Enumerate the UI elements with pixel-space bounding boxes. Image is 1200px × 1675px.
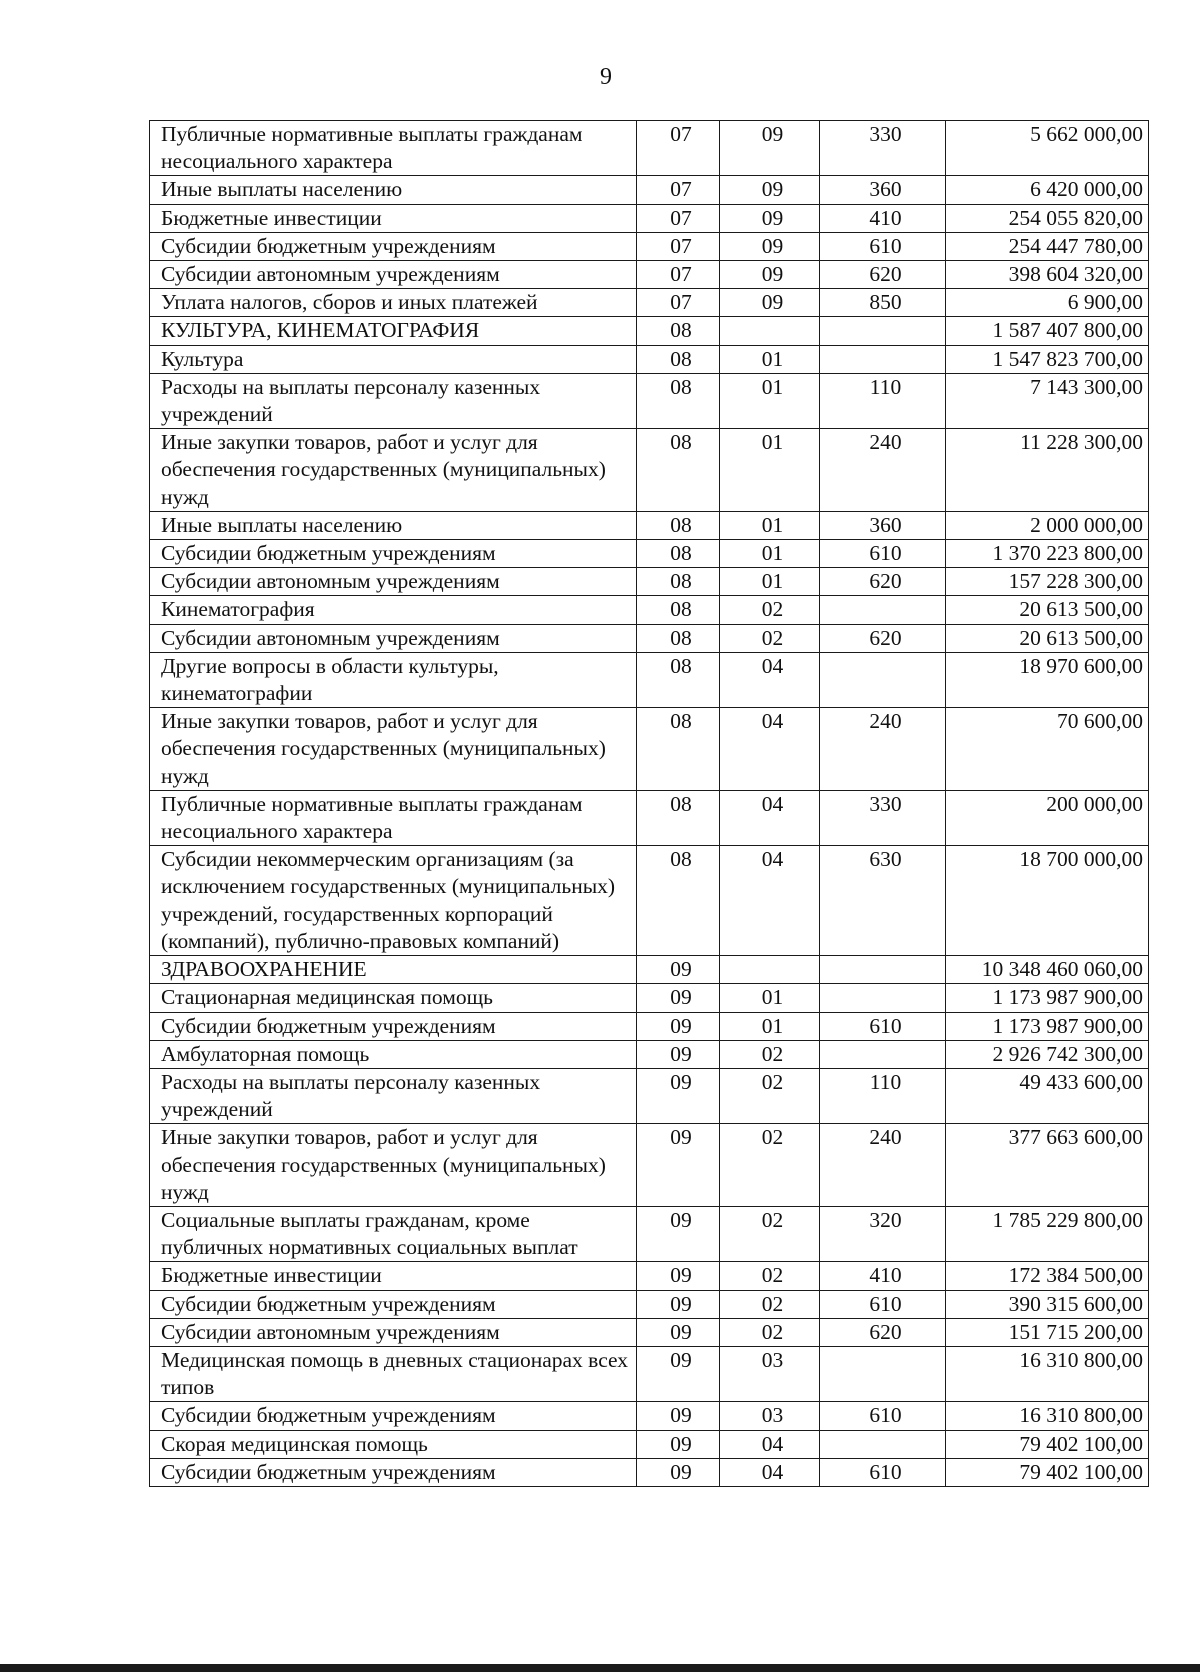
section-code-cell: 09 bbox=[637, 1124, 720, 1207]
amount-cell: 2 000 000,00 bbox=[946, 511, 1149, 539]
expense-type-code-cell: 850 bbox=[820, 289, 946, 317]
subsection-code-cell: 04 bbox=[720, 790, 820, 845]
table-row bbox=[150, 121, 1149, 176]
expense-type-code-cell: 360 bbox=[820, 511, 946, 539]
subsection-code-cell bbox=[720, 317, 820, 345]
section-code-cell: 08 bbox=[637, 708, 720, 791]
section-code-cell: 08 bbox=[637, 345, 720, 373]
subsection-code-cell: 02 bbox=[720, 596, 820, 624]
subsection-code-cell: 02 bbox=[720, 1290, 820, 1318]
amount-cell: 20 613 500,00 bbox=[946, 624, 1149, 652]
amount-cell: 6 420 000,00 bbox=[946, 176, 1149, 204]
expense-name-cell: Субсидии автономным учреждениям bbox=[150, 624, 637, 652]
section-code-cell: 08 bbox=[637, 568, 720, 596]
amount-cell: 157 228 300,00 bbox=[946, 568, 1149, 596]
expense-type-code-cell: 110 bbox=[820, 1068, 946, 1123]
section-code-cell: 08 bbox=[637, 511, 720, 539]
expense-type-code-cell: 610 bbox=[820, 1458, 946, 1486]
table-row bbox=[150, 1318, 1149, 1346]
expense-type-code-cell: 240 bbox=[820, 1124, 946, 1207]
subsection-code-cell: 02 bbox=[720, 1068, 820, 1123]
amount-cell: 1 370 223 800,00 bbox=[946, 540, 1149, 568]
amount-cell: 1 173 987 900,00 bbox=[946, 984, 1149, 1012]
amount-cell: 79 402 100,00 bbox=[946, 1430, 1149, 1458]
amount-cell: 18 970 600,00 bbox=[946, 652, 1149, 707]
section-code-cell: 09 bbox=[637, 1068, 720, 1123]
expense-type-code-cell bbox=[820, 1346, 946, 1401]
table-row bbox=[150, 1262, 1149, 1290]
subsection-code-cell: 04 bbox=[720, 846, 820, 956]
amount-cell: 1 587 407 800,00 bbox=[946, 317, 1149, 345]
expense-name-cell: Иные выплаты населению bbox=[150, 176, 637, 204]
subsection-code-cell: 04 bbox=[720, 652, 820, 707]
subsection-code-cell: 02 bbox=[720, 624, 820, 652]
subsection-code-cell: 09 bbox=[720, 176, 820, 204]
expense-type-code-cell: 330 bbox=[820, 790, 946, 845]
expense-name-cell: Субсидии автономным учреждениям bbox=[150, 568, 637, 596]
expense-name-cell: Кинематография bbox=[150, 596, 637, 624]
amount-cell: 200 000,00 bbox=[946, 790, 1149, 845]
expense-type-code-cell: 610 bbox=[820, 1012, 946, 1040]
expense-type-code-cell: 110 bbox=[820, 373, 946, 428]
expense-name-cell: Амбулаторная помощь bbox=[150, 1040, 637, 1068]
amount-cell: 49 433 600,00 bbox=[946, 1068, 1149, 1123]
amount-cell: 10 348 460 060,00 bbox=[946, 956, 1149, 984]
expense-type-code-cell: 620 bbox=[820, 624, 946, 652]
subsection-code-cell: 04 bbox=[720, 708, 820, 791]
table-row bbox=[150, 1430, 1149, 1458]
amount-cell: 6 900,00 bbox=[946, 289, 1149, 317]
table-row bbox=[150, 1458, 1149, 1486]
section-code-cell: 08 bbox=[637, 317, 720, 345]
expense-name-cell: Иные выплаты населению bbox=[150, 511, 637, 539]
table-row bbox=[150, 790, 1149, 845]
amount-cell: 390 315 600,00 bbox=[946, 1290, 1149, 1318]
expense-type-code-cell: 320 bbox=[820, 1206, 946, 1261]
table-row bbox=[150, 1124, 1149, 1207]
section-code-cell: 09 bbox=[637, 1430, 720, 1458]
subsection-code-cell: 01 bbox=[720, 984, 820, 1012]
section-code-cell: 08 bbox=[637, 846, 720, 956]
subsection-code-cell bbox=[720, 956, 820, 984]
page-number: 9 bbox=[600, 64, 612, 90]
expense-name-cell: Стационарная медицинская помощь bbox=[150, 984, 637, 1012]
expense-type-code-cell: 410 bbox=[820, 1262, 946, 1290]
table-row bbox=[150, 204, 1149, 232]
section-code-cell: 09 bbox=[637, 1040, 720, 1068]
expense-name-cell: Культура bbox=[150, 345, 637, 373]
expense-name-cell: Уплата налогов, сборов и иных платежей bbox=[150, 289, 637, 317]
section-code-cell: 07 bbox=[637, 261, 720, 289]
expense-type-code-cell: 630 bbox=[820, 846, 946, 956]
expense-type-code-cell bbox=[820, 317, 946, 345]
expense-name-cell: Субсидии автономным учреждениям bbox=[150, 261, 637, 289]
expense-name-cell: Медицинская помощь в дневных стационарах всех типов bbox=[150, 1346, 637, 1401]
subsection-code-cell: 09 bbox=[720, 261, 820, 289]
expense-name-cell: Субсидии автономным учреждениям bbox=[150, 1318, 637, 1346]
subsection-code-cell: 09 bbox=[720, 232, 820, 260]
budget-table-body bbox=[150, 121, 1149, 1487]
amount-cell: 254 447 780,00 bbox=[946, 232, 1149, 260]
amount-cell: 70 600,00 bbox=[946, 708, 1149, 791]
section-code-cell: 08 bbox=[637, 652, 720, 707]
section-code-cell: 09 bbox=[637, 1012, 720, 1040]
section-code-cell: 09 bbox=[637, 1290, 720, 1318]
section-code-cell: 07 bbox=[637, 289, 720, 317]
expense-name-cell: Субсидии некоммерческим организациям (за исключением государственных (муниципальных) учреждений, государственных корпораций (компаний), публично-правовых компаний) bbox=[150, 846, 637, 956]
amount-cell: 20 613 500,00 bbox=[946, 596, 1149, 624]
section-code-cell: 07 bbox=[637, 204, 720, 232]
table-row bbox=[150, 261, 1149, 289]
table-row bbox=[150, 176, 1149, 204]
expense-type-code-cell: 620 bbox=[820, 568, 946, 596]
expense-name-cell: Бюджетные инвестиции bbox=[150, 1262, 637, 1290]
expense-type-code-cell bbox=[820, 1430, 946, 1458]
section-code-cell: 09 bbox=[637, 1206, 720, 1261]
amount-cell: 151 715 200,00 bbox=[946, 1318, 1149, 1346]
subsection-code-cell: 02 bbox=[720, 1124, 820, 1207]
expense-type-code-cell: 610 bbox=[820, 1402, 946, 1430]
section-code-cell: 07 bbox=[637, 176, 720, 204]
section-code-cell: 08 bbox=[637, 624, 720, 652]
section-code-cell: 09 bbox=[637, 956, 720, 984]
expense-name-cell: ЗДРАВООХРАНЕНИЕ bbox=[150, 956, 637, 984]
expense-name-cell: Иные закупки товаров, работ и услуг для обеспечения государственных (муниципальных) нужд bbox=[150, 1124, 637, 1207]
expense-name-cell: Публичные нормативные выплаты гражданам несоциального характера bbox=[150, 121, 637, 176]
section-code-cell: 08 bbox=[637, 429, 720, 512]
amount-cell: 79 402 100,00 bbox=[946, 1458, 1149, 1486]
expense-type-code-cell bbox=[820, 652, 946, 707]
budget-table bbox=[149, 120, 1149, 1487]
scan-bottom-edge bbox=[0, 1664, 1200, 1672]
table-row bbox=[150, 1346, 1149, 1401]
expense-name-cell: Скорая медицинская помощь bbox=[150, 1430, 637, 1458]
expense-type-code-cell bbox=[820, 1040, 946, 1068]
amount-cell: 1 173 987 900,00 bbox=[946, 1012, 1149, 1040]
table-row bbox=[150, 1012, 1149, 1040]
subsection-code-cell: 02 bbox=[720, 1262, 820, 1290]
subsection-code-cell: 01 bbox=[720, 511, 820, 539]
expense-type-code-cell: 240 bbox=[820, 708, 946, 791]
expense-name-cell: Социальные выплаты гражданам, кроме публичных нормативных социальных выплат bbox=[150, 1206, 637, 1261]
table-row bbox=[150, 652, 1149, 707]
table-row bbox=[150, 373, 1149, 428]
amount-cell: 5 662 000,00 bbox=[946, 121, 1149, 176]
section-code-cell: 08 bbox=[637, 540, 720, 568]
subsection-code-cell: 02 bbox=[720, 1040, 820, 1068]
amount-cell: 398 604 320,00 bbox=[946, 261, 1149, 289]
section-code-cell: 08 bbox=[637, 596, 720, 624]
subsection-code-cell: 01 bbox=[720, 429, 820, 512]
table-row bbox=[150, 429, 1149, 512]
expense-type-code-cell: 610 bbox=[820, 1290, 946, 1318]
expense-type-code-cell: 620 bbox=[820, 261, 946, 289]
table-row bbox=[150, 540, 1149, 568]
table-row bbox=[150, 1290, 1149, 1318]
table-row bbox=[150, 846, 1149, 956]
expense-type-code-cell bbox=[820, 984, 946, 1012]
amount-cell: 1 547 823 700,00 bbox=[946, 345, 1149, 373]
expense-name-cell: Иные закупки товаров, работ и услуг для обеспечения государственных (муниципальных) нужд bbox=[150, 708, 637, 791]
table-row bbox=[150, 289, 1149, 317]
table-row bbox=[150, 232, 1149, 260]
expense-name-cell: КУЛЬТУРА, КИНЕМАТОГРАФИЯ bbox=[150, 317, 637, 345]
amount-cell: 16 310 800,00 bbox=[946, 1402, 1149, 1430]
expense-name-cell: Иные закупки товаров, работ и услуг для обеспечения государственных (муниципальных) нужд bbox=[150, 429, 637, 512]
subsection-code-cell: 01 bbox=[720, 568, 820, 596]
expense-name-cell: Субсидии бюджетным учреждениям bbox=[150, 1290, 637, 1318]
expense-type-code-cell: 360 bbox=[820, 176, 946, 204]
expense-name-cell: Субсидии бюджетным учреждениям bbox=[150, 1458, 637, 1486]
amount-cell: 18 700 000,00 bbox=[946, 846, 1149, 956]
table-row bbox=[150, 1206, 1149, 1261]
amount-cell: 172 384 500,00 bbox=[946, 1262, 1149, 1290]
expense-name-cell: Субсидии бюджетным учреждениям bbox=[150, 232, 637, 260]
expense-type-code-cell bbox=[820, 345, 946, 373]
section-code-cell: 07 bbox=[637, 121, 720, 176]
section-code-cell: 09 bbox=[637, 984, 720, 1012]
expense-name-cell: Расходы на выплаты персоналу казенных учреждений bbox=[150, 373, 637, 428]
expense-type-code-cell: 610 bbox=[820, 232, 946, 260]
expense-type-code-cell: 330 bbox=[820, 121, 946, 176]
amount-cell: 7 143 300,00 bbox=[946, 373, 1149, 428]
section-code-cell: 09 bbox=[637, 1402, 720, 1430]
expense-name-cell: Бюджетные инвестиции bbox=[150, 204, 637, 232]
amount-cell: 254 055 820,00 bbox=[946, 204, 1149, 232]
expense-name-cell: Другие вопросы в области культуры, кинематографии bbox=[150, 652, 637, 707]
subsection-code-cell: 09 bbox=[720, 121, 820, 176]
expense-type-code-cell: 610 bbox=[820, 540, 946, 568]
table-row bbox=[150, 1402, 1149, 1430]
amount-cell: 1 785 229 800,00 bbox=[946, 1206, 1149, 1261]
expense-name-cell: Публичные нормативные выплаты гражданам несоциального характера bbox=[150, 790, 637, 845]
subsection-code-cell: 02 bbox=[720, 1318, 820, 1346]
subsection-code-cell: 01 bbox=[720, 345, 820, 373]
table-row bbox=[150, 1068, 1149, 1123]
table-row bbox=[150, 956, 1149, 984]
expense-type-code-cell bbox=[820, 596, 946, 624]
subsection-code-cell: 04 bbox=[720, 1458, 820, 1486]
subsection-code-cell: 01 bbox=[720, 373, 820, 428]
table-row bbox=[150, 596, 1149, 624]
table-row bbox=[150, 624, 1149, 652]
subsection-code-cell: 01 bbox=[720, 540, 820, 568]
expense-type-code-cell: 240 bbox=[820, 429, 946, 512]
table-row bbox=[150, 984, 1149, 1012]
amount-cell: 377 663 600,00 bbox=[946, 1124, 1149, 1207]
table-row bbox=[150, 568, 1149, 596]
subsection-code-cell: 03 bbox=[720, 1402, 820, 1430]
expense-name-cell: Субсидии бюджетным учреждениям bbox=[150, 1012, 637, 1040]
subsection-code-cell: 03 bbox=[720, 1346, 820, 1401]
section-code-cell: 08 bbox=[637, 790, 720, 845]
expense-name-cell: Субсидии бюджетным учреждениям bbox=[150, 540, 637, 568]
subsection-code-cell: 02 bbox=[720, 1206, 820, 1261]
table-row bbox=[150, 708, 1149, 791]
expense-type-code-cell: 410 bbox=[820, 204, 946, 232]
expense-name-cell: Субсидии бюджетным учреждениям bbox=[150, 1402, 637, 1430]
section-code-cell: 09 bbox=[637, 1318, 720, 1346]
table-row bbox=[150, 511, 1149, 539]
amount-cell: 2 926 742 300,00 bbox=[946, 1040, 1149, 1068]
subsection-code-cell: 04 bbox=[720, 1430, 820, 1458]
expense-name-cell: Расходы на выплаты персоналу казенных учреждений bbox=[150, 1068, 637, 1123]
table-row bbox=[150, 1040, 1149, 1068]
section-code-cell: 07 bbox=[637, 232, 720, 260]
subsection-code-cell: 01 bbox=[720, 1012, 820, 1040]
section-code-cell: 09 bbox=[637, 1346, 720, 1401]
section-code-cell: 09 bbox=[637, 1262, 720, 1290]
expense-type-code-cell bbox=[820, 956, 946, 984]
expense-type-code-cell: 620 bbox=[820, 1318, 946, 1346]
amount-cell: 16 310 800,00 bbox=[946, 1346, 1149, 1401]
section-code-cell: 08 bbox=[637, 373, 720, 428]
section-code-cell: 09 bbox=[637, 1458, 720, 1486]
subsection-code-cell: 09 bbox=[720, 289, 820, 317]
amount-cell: 11 228 300,00 bbox=[946, 429, 1149, 512]
subsection-code-cell: 09 bbox=[720, 204, 820, 232]
table-row bbox=[150, 345, 1149, 373]
table-row bbox=[150, 317, 1149, 345]
